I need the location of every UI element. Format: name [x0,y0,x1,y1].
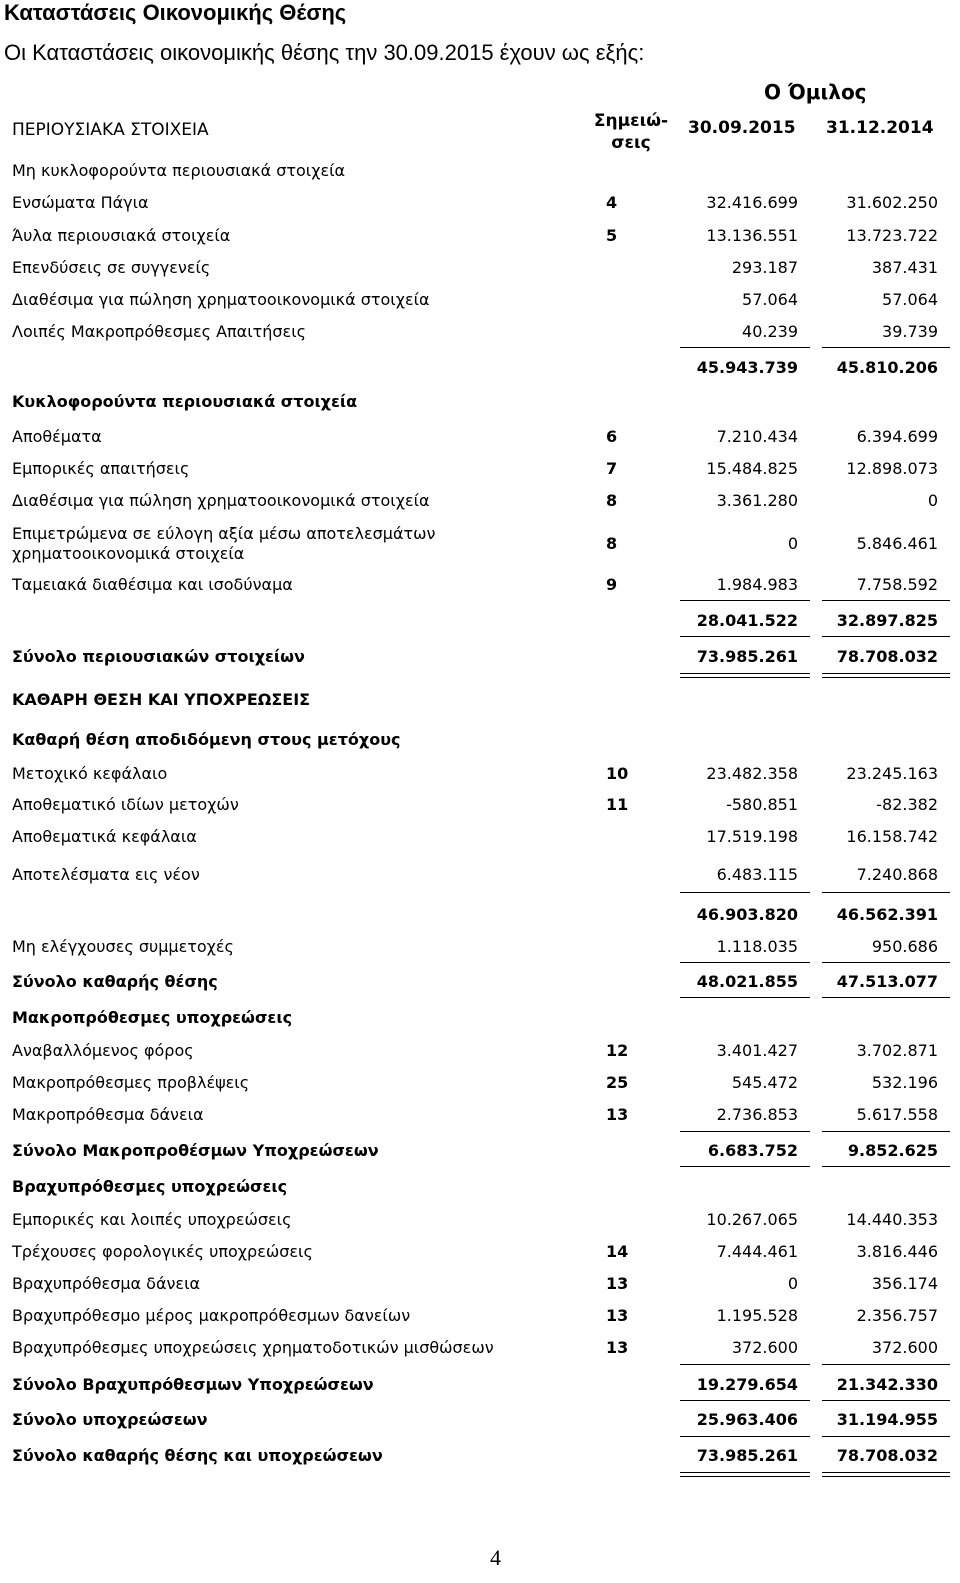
row-value-2014: 78.708.032 [836,647,938,666]
row-value-2015: 1.195.528 [716,1306,798,1325]
row-label: Αποθεματικό ιδίων μετοχών [12,795,239,814]
row-value-2015: 2.736.853 [716,1105,798,1124]
row-label-line2: χρηματοοικονομικά στοιχεία [12,544,245,563]
row-label: Μη κυκλοφορούντα περιουσιακά στοιχεία [12,161,346,180]
row-label: Σύνολο Μακροπροθέσμων Υποχρεώσεων [12,1141,379,1160]
underline [680,1364,810,1365]
total-row [0,966,960,998]
row-label: Διαθέσιμα για πώληση χρηματοοικονομικά στοιχεία [12,290,430,309]
row-label: Αποθεματικά κεφάλαια [12,827,197,846]
row-value-2015: 48.021.855 [696,972,798,991]
row-label: Αποθέματα [12,427,102,446]
row-value-2015: 45.943.739 [696,358,798,377]
group-header: Ο Όμιλος [764,80,867,104]
double-underline [822,1472,950,1477]
underline [680,1166,810,1167]
row-value-2015: 32.416.699 [706,193,798,212]
subtotal-row [0,352,960,384]
section-heading-row [0,724,960,756]
row-value-2014: 12.898.073 [846,459,938,478]
row-note: 13 [606,1105,629,1124]
table-row [0,1300,960,1332]
underline [822,997,950,998]
underline [822,892,950,893]
double-underline [680,1472,810,1477]
row-label: Μη ελέγχουσες συμμετοχές [12,937,234,956]
row-label: ΚΑΘΑΡΗ ΘΕΣΗ ΚΑΙ ΥΠΟΧΡΕΩΣΕΙΣ [12,690,311,709]
table-row [0,1035,960,1067]
table-row [0,569,960,601]
row-value-2015: 6.483.115 [716,865,798,884]
row-value-2014: 2.356.757 [856,1306,938,1325]
row-note: 12 [606,1041,629,1060]
table-row [0,758,960,790]
total-row [0,1135,960,1167]
table-row [0,155,960,187]
row-note: 5 [606,226,618,245]
row-note: 10 [606,764,629,783]
row-value-2014: 16.158.742 [846,827,938,846]
row-label: Μετοχικό κεφάλαιο [12,764,168,783]
assets-heading: ΠΕΡΙΟΥΣΙΑΚΑ ΣΤΟΙΧΕΙΑ [12,120,209,140]
row-note: 8 [606,534,618,553]
row-value-2015: 1.118.035 [716,937,798,956]
date-column-1-header: 30.09.2015 [688,118,796,138]
table-row [0,284,960,316]
double-underline [822,673,950,678]
row-label: Επενδύσεις σε συγγενείς [12,258,211,277]
row-label: Μακροπρόθεσμες υποχρεώσεις [12,1008,293,1027]
row-note: 7 [606,459,618,478]
row-label: Ενσώματα Πάγια [12,193,149,212]
row-value-2014: 13.723.722 [846,226,938,245]
row-label: Αποτελέσματα εις νέον [12,865,200,884]
row-value-2015: 6.683.752 [707,1141,798,1160]
row-value-2014: 31.602.250 [846,193,938,212]
row-value-2015: 10.267.065 [706,1210,798,1229]
notes-header-line1: Σημειώ- [593,111,669,131]
underline [680,1131,810,1132]
table-row [0,931,960,963]
row-note: 9 [606,575,618,594]
underline [822,1166,950,1167]
row-value-2015: 25.963.406 [696,1410,798,1429]
row-value-2014: 3.816.446 [856,1242,938,1261]
row-label: Σύνολο περιουσιακών στοιχείων [12,647,305,666]
underline [680,997,810,998]
row-value-2014: 21.342.330 [836,1375,938,1394]
section-heading-row [0,684,960,716]
underline [822,1131,950,1132]
underline [822,962,950,963]
row-label: Κυκλοφορούντα περιουσιακά στοιχεία [12,392,358,411]
row-note: 13 [606,1306,629,1325]
row-label: Τρέχουσες φορολογικές υποχρεώσεις [12,1242,313,1261]
row-value-2015: 17.519.198 [706,827,798,846]
table-row [0,1236,960,1268]
underline [822,1400,950,1401]
row-value-2014: 950.686 [871,937,938,956]
row-note: 11 [606,795,629,814]
underline [822,347,950,348]
underline [680,1400,810,1401]
row-label: Μακροπρόθεσμα δάνεια [12,1105,204,1124]
row-value-2014: 356.174 [871,1274,938,1293]
row-label: Σύνολο καθαρής θέσης και υποχρεώσεων [12,1446,383,1465]
row-value-2015: 19.279.654 [696,1375,798,1394]
grand-total-row [0,1440,960,1472]
row-value-2014: 32.897.825 [836,611,938,630]
row-value-2014: 39.739 [882,322,938,341]
row-label: Ταμειακά διαθέσιμα και ισοδύναμα [12,575,293,594]
row-label: Βραχυπρόθεσμο μέρος μακροπρόθεσμων δανείων [12,1306,411,1325]
table-row [0,187,960,219]
table-row [0,1204,960,1236]
row-value-2014: 31.194.955 [836,1410,938,1429]
page-title: Καταστάσεις Οικονομικής Θέσης [4,0,347,25]
table-row [0,859,960,891]
row-value-2014: 23.245.163 [846,764,938,783]
assets-heading-row [0,114,960,146]
row-value-2014: 78.708.032 [836,1446,938,1465]
row-value-2014: 0 [927,491,938,510]
row-label: Αναβαλλόμενος φόρος [12,1041,194,1060]
underline [680,962,810,963]
row-value-2014: 47.513.077 [836,972,938,991]
row-value-2015: 57.064 [742,290,798,309]
row-value-2014: 57.064 [882,290,938,309]
underline [680,600,810,601]
table-row [0,316,960,348]
row-value-2015: 293.187 [731,258,798,277]
underline [680,636,810,637]
row-value-2015: 0 [787,1274,798,1293]
table-row [0,821,960,853]
row-label: Λοιπές Μακροπρόθεσμες Απαιτήσεις [12,322,306,341]
table-row [0,1067,960,1099]
row-note: 6 [606,427,618,446]
row-value-2014: 5.617.558 [856,1105,938,1124]
table-row [0,1332,960,1364]
row-label: Εμπορικές απαιτήσεις [12,459,190,478]
page-number: 4 [490,1545,501,1570]
subtotal-row [0,605,960,637]
row-note: 13 [606,1274,629,1293]
row-note: 25 [606,1073,629,1092]
row-value-2015: 73.985.261 [696,647,798,666]
double-underline [680,673,810,678]
row-value-2015: 7.444.461 [716,1242,798,1261]
row-value-2014: 5.846.461 [856,534,938,553]
row-value-2014: 372.600 [871,1338,938,1357]
notes-column-header [585,110,677,154]
section-heading-row [0,1171,960,1203]
table-row [0,1268,960,1300]
row-note: 4 [606,193,618,212]
row-value-2014: 9.852.625 [847,1141,938,1160]
row-note: 13 [606,1338,629,1357]
row-value-2014: 6.394.699 [856,427,938,446]
section-heading-row [0,386,960,418]
table-row [0,421,960,453]
table-row [0,1099,960,1131]
row-value-2014: 7.758.592 [856,575,938,594]
row-label: Σύνολο υποχρεώσεων [12,1410,208,1429]
row-label: Μακροπρόθεσμες προβλέψεις [12,1073,250,1092]
underline [822,1436,950,1437]
row-value-2014: -82.382 [876,795,938,814]
row-label-multiline [12,524,602,564]
date-column-2-header: 31.12.2014 [826,118,934,138]
total-row [0,1404,960,1436]
row-value-2015: 46.903.820 [696,905,798,924]
table-row [0,789,960,821]
row-value-2015: 1.984.983 [716,575,798,594]
row-note: 14 [606,1242,629,1261]
row-label: Σύνολο καθαρής θέσης [12,972,218,991]
row-label-line1: Επιμετρώμενα σε εύλογη αξία μέσω αποτελεσμάτων [12,524,436,543]
row-value-2014: 532.196 [871,1073,938,1092]
page-subtitle: Οι Καταστάσεις οικονομικής θέσης την 30.09.2015 έχουν ως εξής: [4,40,645,65]
row-label: Βραχυπρόθεσμες υποχρεώσεις χρηματοδοτικών μισθώσεων [12,1338,494,1357]
total-row [0,1369,960,1401]
section-heading-row [0,1002,960,1034]
row-value-2015: 73.985.261 [696,1446,798,1465]
row-label: Διαθέσιμα για πώληση χρηματοοικονομικά στοιχεία [12,491,430,510]
row-value-2014: 14.440.353 [846,1210,938,1229]
row-value-2015: 40.239 [742,322,798,341]
row-label: Βραχυπρόθεσμα δάνεια [12,1274,201,1293]
row-value-2015: 372.600 [731,1338,798,1357]
underline [822,1364,950,1365]
total-row [0,641,960,673]
row-label: Σύνολο Βραχυπρόθεσμων Υποχρεώσεων [12,1375,374,1394]
table-row [0,524,960,563]
row-value-2014: 46.562.391 [836,905,938,924]
row-value-2015: 13.136.551 [706,226,798,245]
row-value-2015: 15.484.825 [706,459,798,478]
row-value-2015: 3.401.427 [716,1041,798,1060]
row-value-2014: 7.240.868 [856,865,938,884]
underline [680,1436,810,1437]
row-value-2014: 3.702.871 [856,1041,938,1060]
underline [680,892,810,893]
row-value-2015: 23.482.358 [706,764,798,783]
row-value-2015: 0 [787,534,798,553]
row-label: Καθαρή θέση αποδιδόμενη στους μετόχους [12,730,401,749]
table-row [0,220,960,252]
table-row [0,453,960,485]
row-value-2015: 545.472 [731,1073,798,1092]
notes-header-line2: σεις [611,133,651,153]
row-value-2015: 7.210.434 [716,427,798,446]
row-label: Εμπορικές και λοιπές υποχρεώσεις [12,1210,292,1229]
subtotal-row [0,899,960,931]
underline [680,347,810,348]
underline [822,600,950,601]
table-row [0,485,960,517]
row-value-2015: 28.041.522 [696,611,798,630]
row-note: 8 [606,491,618,510]
row-value-2015: 3.361.280 [716,491,798,510]
row-label: Άυλα περιουσιακά στοιχεία [12,226,231,245]
row-value-2014: 45.810.206 [836,358,938,377]
row-label: Βραχυπρόθεσμες υποχρεώσεις [12,1177,288,1196]
table-row [0,252,960,284]
row-value-2014: 387.431 [871,258,938,277]
underline [822,636,950,637]
row-value-2015: -580.851 [726,795,798,814]
